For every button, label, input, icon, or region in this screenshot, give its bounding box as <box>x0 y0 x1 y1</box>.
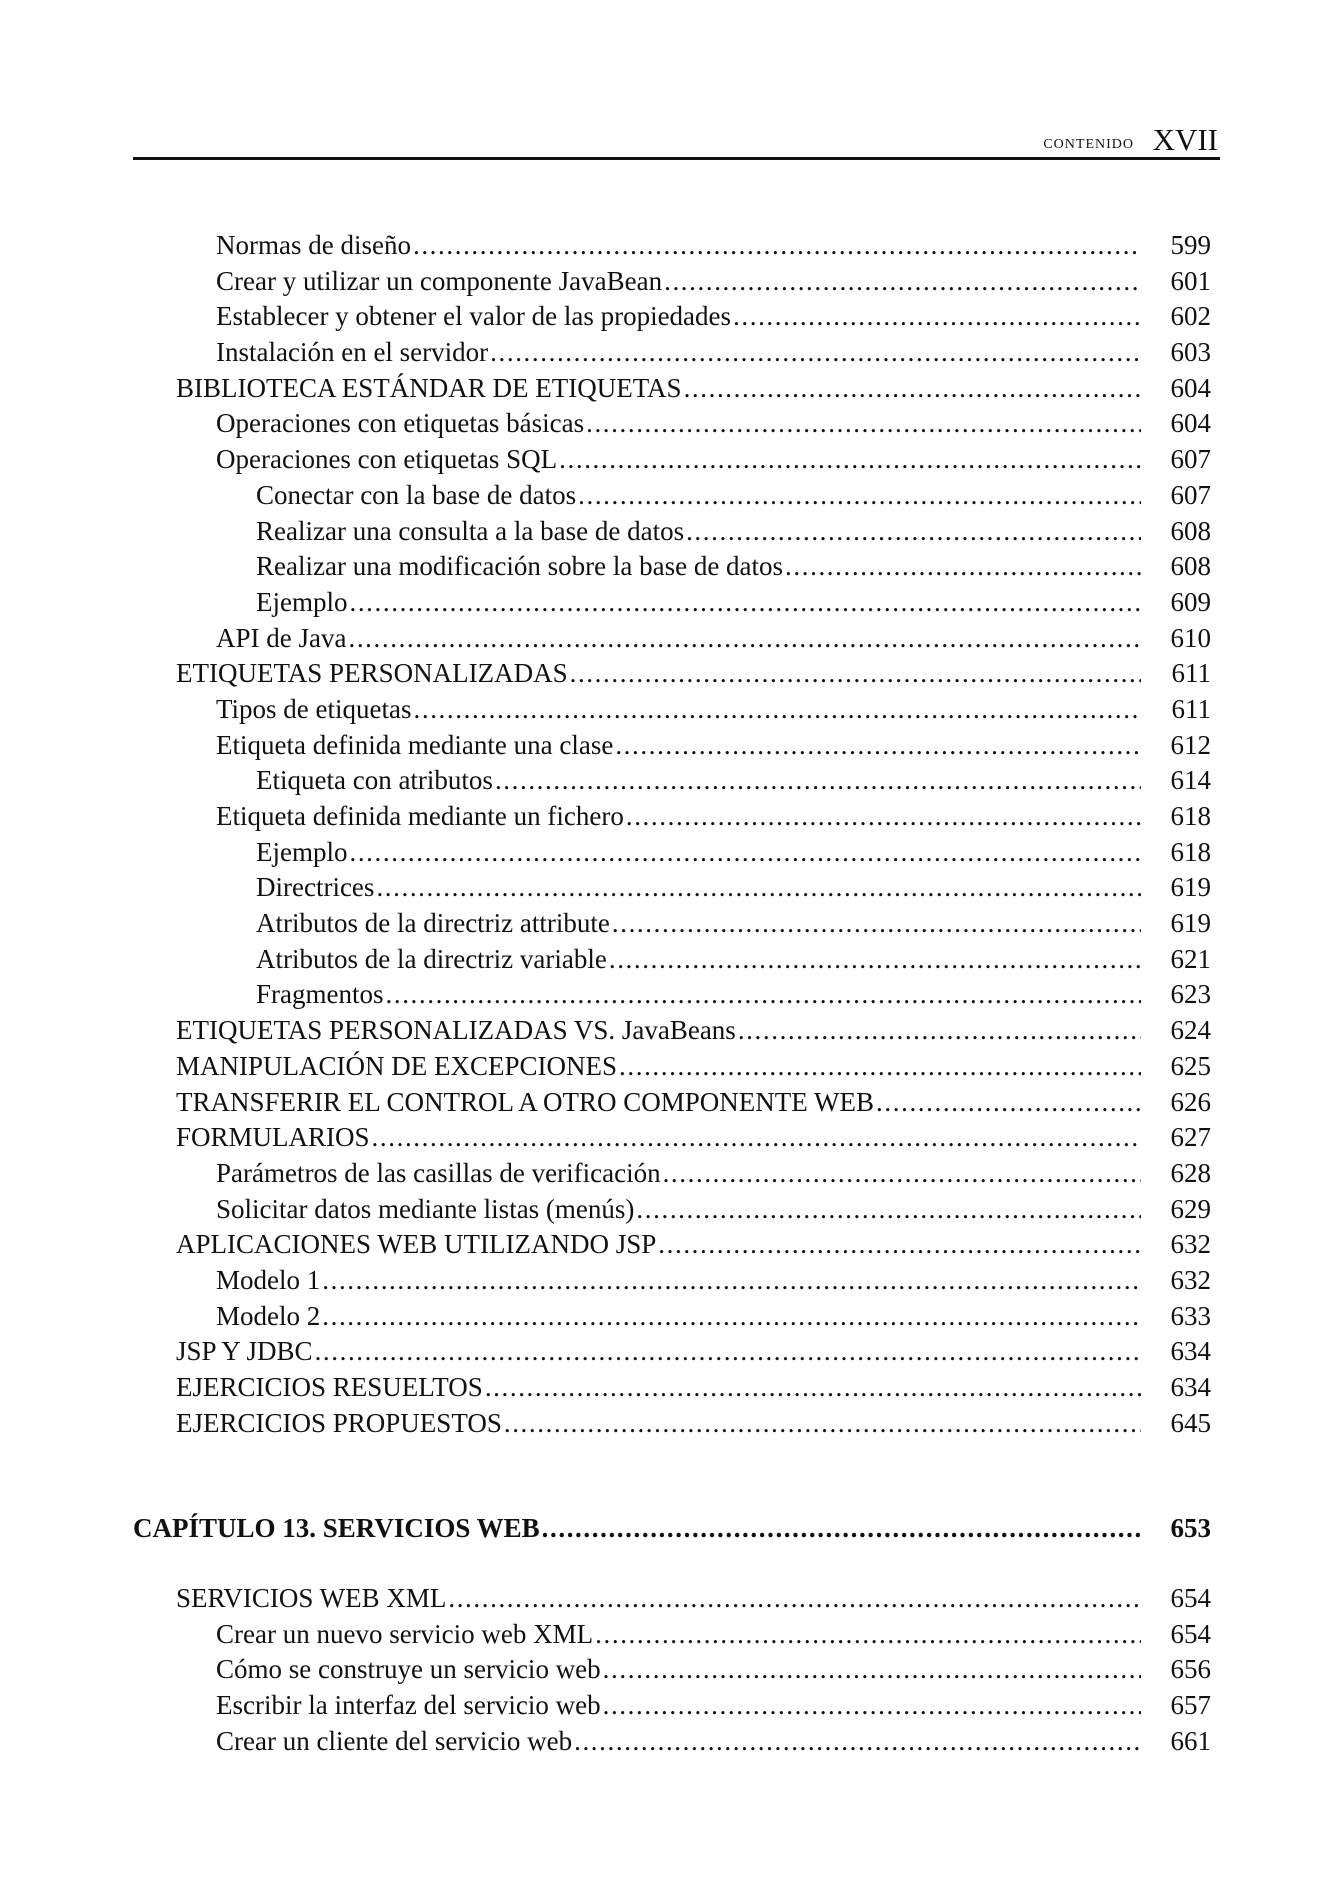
toc-entry <box>133 763 1211 799</box>
toc-entry-title: Etiqueta definida mediante una clase <box>216 729 614 760</box>
toc-entry-page: 634 <box>1170 1372 1211 1402</box>
toc-entry-page: 599 <box>1170 230 1211 260</box>
toc-entry-title: TRANSFERIR EL CONTROL A OTRO COMPONENTE WEB <box>176 1086 875 1117</box>
leader-dots <box>348 621 1141 657</box>
toc-entry <box>133 371 1211 407</box>
toc-entry <box>133 1370 1211 1406</box>
toc-entry <box>133 1120 1211 1156</box>
toc-entry-page: 614 <box>1170 765 1211 796</box>
toc-entry <box>133 692 1211 728</box>
leader-dots <box>603 1688 1141 1724</box>
toc-entry <box>133 799 1211 835</box>
toc-entry-title: SERVICIOS WEB XML <box>176 1583 447 1614</box>
toc-entry <box>133 335 1211 371</box>
toc-entry-title: Conectar con la base de datos <box>256 479 577 510</box>
leader-dots <box>615 728 1141 764</box>
toc-block-chapter-12 <box>133 228 1211 1441</box>
leader-dots <box>448 1581 1141 1617</box>
toc-entry <box>133 1013 1211 1049</box>
toc-entry-page: 632 <box>1170 1264 1211 1295</box>
toc-entry-page: 634 <box>1170 1336 1211 1367</box>
toc-entry-page: 604 <box>1170 408 1211 439</box>
toc-entry-page: 612 <box>1170 729 1211 760</box>
toc-entry <box>133 1617 1211 1653</box>
toc-entry-page: 625 <box>1170 1050 1211 1081</box>
toc-entry <box>133 514 1211 550</box>
leader-dots <box>372 1120 1141 1156</box>
toc-entry-page: 624 <box>1170 1015 1211 1046</box>
toc-entry-title: Atributos de la directriz variable <box>256 943 607 974</box>
toc-entry-page: 633 <box>1170 1300 1211 1331</box>
toc-entry-page: 626 <box>1170 1086 1211 1117</box>
toc-entry <box>133 1724 1211 1760</box>
leader-dots <box>636 1192 1141 1228</box>
leader-dots <box>559 442 1141 478</box>
leader-dots <box>322 1299 1141 1335</box>
toc-entry-title: EJERCICIOS RESUELTOS <box>176 1372 483 1402</box>
toc-entry <box>133 1156 1211 1192</box>
toc-entry-title: ETIQUETAS PERSONALIZADAS <box>176 658 568 689</box>
toc-entry <box>133 977 1211 1013</box>
header-page-number: XVII <box>1152 122 1218 157</box>
toc-entry-title: EJERCICIOS PROPUESTOS <box>176 1407 502 1438</box>
toc-entry-title: Cómo se construye un servicio web <box>216 1654 601 1685</box>
leader-dots <box>586 406 1141 442</box>
leader-dots <box>414 692 1142 728</box>
running-header <box>133 118 1220 158</box>
leader-dots <box>349 585 1141 621</box>
toc-entry <box>133 1299 1211 1335</box>
toc-entry-page: 610 <box>1170 622 1211 653</box>
leader-dots <box>490 335 1141 371</box>
toc-entry-page: 656 <box>1170 1654 1211 1685</box>
toc-entry-title: APLICACIONES WEB UTILIZANDO JSP <box>176 1229 657 1260</box>
leader-dots <box>684 371 1141 407</box>
leader-dots <box>386 977 1142 1013</box>
toc-entry <box>133 585 1211 621</box>
toc-entry-page: 618 <box>1170 836 1211 867</box>
toc-entry <box>133 549 1211 585</box>
toc-entry-title: Solicitar datos mediante listas (menús) <box>216 1193 635 1224</box>
leader-dots <box>609 942 1141 978</box>
toc-entry-page: 627 <box>1170 1122 1211 1153</box>
toc-entry-title: Instalación en el servidor <box>216 337 489 368</box>
table-of-contents <box>133 228 1211 1760</box>
toc-entry-title: FORMULARIOS <box>176 1122 370 1153</box>
toc-entry <box>133 1581 1211 1617</box>
toc-entry-title: Fragmentos <box>256 979 384 1010</box>
toc-entry-title: Establecer y obtener el valor de las propiedades <box>216 301 732 332</box>
toc-entry-page: 611 <box>1171 693 1211 724</box>
toc-entry-page: 619 <box>1170 872 1211 903</box>
toc-entry-page: 629 <box>1170 1193 1211 1224</box>
leader-dots <box>733 299 1141 335</box>
leader-dots <box>322 1263 1141 1299</box>
toc-entry-title: Directrices <box>256 872 375 903</box>
leader-dots <box>612 906 1141 942</box>
spacer <box>133 1441 1211 1511</box>
toc-entry <box>133 264 1211 300</box>
leader-dots <box>686 514 1141 550</box>
toc-entry-title: Etiqueta con atributos <box>256 765 493 796</box>
toc-entry <box>133 656 1211 692</box>
leader-dots <box>619 1049 1141 1085</box>
leader-dots <box>876 1085 1141 1121</box>
leader-dots <box>626 799 1141 835</box>
leader-dots <box>603 1652 1141 1688</box>
toc-entry-page: 654 <box>1170 1618 1211 1649</box>
toc-entry <box>133 728 1211 764</box>
toc-entry-title: BIBLIOTECA ESTÁNDAR DE ETIQUETAS <box>176 372 682 403</box>
toc-entry-page: 654 <box>1170 1583 1211 1614</box>
toc-entry-title: Realizar una modificación sobre la base de datos <box>256 551 784 582</box>
leader-dots <box>738 1013 1141 1049</box>
leader-dots <box>658 1227 1141 1263</box>
toc-entry <box>133 1406 1211 1442</box>
toc-entry-title: Normas de diseño <box>216 230 411 260</box>
toc-entry <box>133 1085 1211 1121</box>
leader-dots <box>413 228 1141 264</box>
toc-entry-title: Atributos de la directriz attribute <box>256 908 610 939</box>
toc-entry-page: 619 <box>1170 908 1211 939</box>
toc-entry-title: Realizar una consulta a la base de datos <box>256 515 685 546</box>
leader-dots <box>574 1724 1141 1760</box>
toc-entry-title: Crear un nuevo servicio web XML <box>216 1618 594 1649</box>
leader-dots <box>578 478 1141 514</box>
toc-entry-page: 621 <box>1170 943 1211 974</box>
header-rule <box>133 157 1220 160</box>
toc-entry-title: Ejemplo <box>256 586 348 617</box>
toc-entry-page: 618 <box>1170 801 1211 831</box>
toc-entry-page: 661 <box>1170 1725 1211 1756</box>
toc-entry-page: 604 <box>1170 372 1211 403</box>
toc-entry <box>133 942 1211 978</box>
toc-entry-title: JSP Y JDBC <box>176 1336 313 1367</box>
toc-entry-title: Crear y utilizar un componente JavaBean <box>216 265 663 296</box>
toc-entry-title: Etiqueta definida mediante un fichero <box>216 801 624 831</box>
leader-dots <box>349 835 1141 871</box>
toc-entry <box>133 228 1211 264</box>
leader-dots <box>495 763 1141 799</box>
toc-entry-title: Modelo 2 <box>216 1300 321 1331</box>
leader-dots <box>315 1334 1141 1370</box>
leader-dots <box>785 549 1141 585</box>
toc-entry <box>133 870 1211 906</box>
toc-entry <box>133 1652 1211 1688</box>
toc-entry-page: 611 <box>1171 658 1211 689</box>
toc-entry-title: Crear un cliente del servicio web <box>216 1725 573 1756</box>
toc-entry-page: 603 <box>1170 337 1211 368</box>
toc-entry-page: 609 <box>1170 586 1211 617</box>
toc-entry-page: 645 <box>1170 1407 1211 1438</box>
toc-entry-page: 607 <box>1170 444 1211 475</box>
toc-entry <box>133 1263 1211 1299</box>
leader-dots <box>595 1617 1141 1653</box>
toc-entry <box>133 299 1211 335</box>
leader-dots <box>664 264 1141 300</box>
leader-dots <box>663 1156 1141 1192</box>
toc-entry <box>133 442 1211 478</box>
toc-entry-title: API de Java <box>216 622 347 653</box>
toc-entry-page: 608 <box>1170 515 1211 546</box>
toc-entry-page: 601 <box>1170 265 1211 296</box>
leader-dots <box>485 1370 1141 1406</box>
spacer <box>133 1547 1211 1581</box>
toc-entry <box>133 1334 1211 1370</box>
leader-dots <box>570 656 1141 692</box>
toc-entry <box>133 621 1211 657</box>
toc-entry-page: 653 <box>1170 1513 1211 1544</box>
toc-entry-title: Parámetros de las casillas de verificación <box>216 1157 661 1188</box>
toc-entry-page: 657 <box>1170 1690 1211 1721</box>
toc-entry <box>133 406 1211 442</box>
toc-entry-page: 607 <box>1170 479 1211 510</box>
leader-dots <box>504 1406 1141 1442</box>
leader-dots <box>376 870 1141 906</box>
header-section-label: contenido <box>1043 131 1134 153</box>
toc-entry-page: 602 <box>1170 301 1211 332</box>
toc-entry-page: 628 <box>1170 1157 1211 1188</box>
toc-entry-title: Operaciones con etiquetas SQL <box>216 444 558 475</box>
toc-entry <box>133 1192 1211 1228</box>
toc-entry-title: MANIPULACIÓN DE EXCEPCIONES <box>176 1050 618 1081</box>
toc-block-chapter-13 <box>133 1581 1211 1759</box>
toc-entry-page: 608 <box>1170 551 1211 582</box>
leader-dots <box>542 1511 1141 1547</box>
toc-entry-title: CAPÍTULO 13. SERVICIOS WEB <box>133 1513 540 1544</box>
toc-entry <box>133 1227 1211 1263</box>
toc-entry-page: 632 <box>1170 1229 1211 1260</box>
toc-entry-title: Operaciones con etiquetas básicas <box>216 408 585 439</box>
toc-entry <box>133 478 1211 514</box>
toc-entry-page: 623 <box>1170 979 1211 1010</box>
toc-entry-title: Ejemplo <box>256 836 348 867</box>
toc-entry-title: ETIQUETAS PERSONALIZADAS VS. JavaBeans <box>176 1015 736 1046</box>
toc-entry <box>133 906 1211 942</box>
toc-entry-title: Modelo 1 <box>216 1264 321 1295</box>
toc-chapter-heading <box>133 1511 1211 1547</box>
toc-entry <box>133 1049 1211 1085</box>
toc-entry <box>133 835 1211 871</box>
toc-entry-title: Tipos de etiquetas <box>216 693 412 724</box>
toc-entry-title: Escribir la interfaz del servicio web <box>216 1690 601 1721</box>
toc-entry <box>133 1688 1211 1724</box>
